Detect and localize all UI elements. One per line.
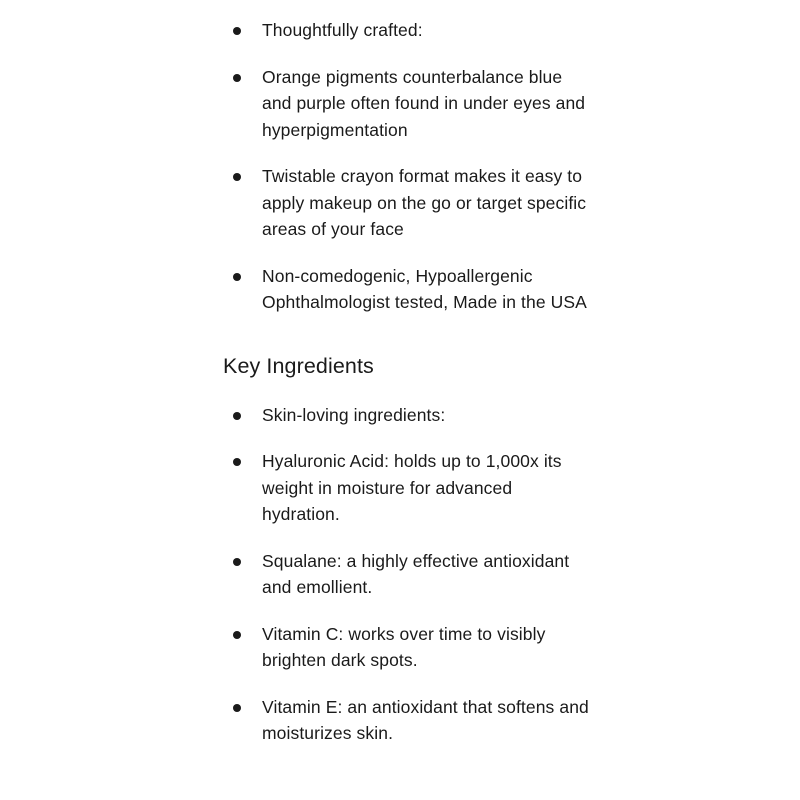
bullet-icon (233, 631, 241, 639)
bullet-icon (233, 27, 241, 35)
list-item (223, 694, 593, 747)
list-item-text: Orange pigments counterbalance blue and purple often found in under eyes and hyperpigmentation (262, 66, 586, 140)
list-item (223, 263, 593, 316)
bullet-icon (233, 273, 241, 281)
product-details (223, 17, 593, 767)
list-item (223, 64, 593, 144)
list-item (223, 548, 593, 601)
list-item-text: Skin-loving ingredients: (262, 404, 446, 425)
bullet-icon (233, 558, 241, 566)
list-item-text: Twistable crayon format makes it easy to apply makeup on the go or target specific areas of your face (262, 166, 587, 239)
list-item-text: Vitamin E: an antioxidant that softens and moisturizes skin. (262, 696, 589, 743)
bullet-icon (233, 412, 241, 420)
ingredients-list (223, 402, 593, 747)
list-item-text: Thoughtfully crafted: (262, 20, 423, 40)
key-ingredients-heading: Key Ingredients (223, 353, 374, 378)
list-item-text: Squalane: a highly effective antioxidant and emollient. (262, 550, 570, 597)
list-item-text: Vitamin C: works over time to visibly brighten dark spots. (262, 623, 546, 670)
list-item (223, 17, 593, 44)
list-item-text: Hyaluronic Acid: holds up to 1,000x its weight in moisture for advanced hydration. (262, 451, 562, 524)
bullet-icon (233, 704, 241, 712)
bullet-icon (233, 74, 241, 82)
list-item (223, 621, 593, 674)
list-item (223, 402, 593, 429)
bullet-icon (233, 173, 241, 181)
list-item-text: Non-comedogenic, Hypoallergenic Ophthalmologist tested, Made in the USA (262, 265, 587, 312)
bullet-icon (233, 458, 241, 466)
list-item (223, 163, 593, 243)
list-item (223, 448, 593, 528)
benefits-list (223, 17, 593, 316)
